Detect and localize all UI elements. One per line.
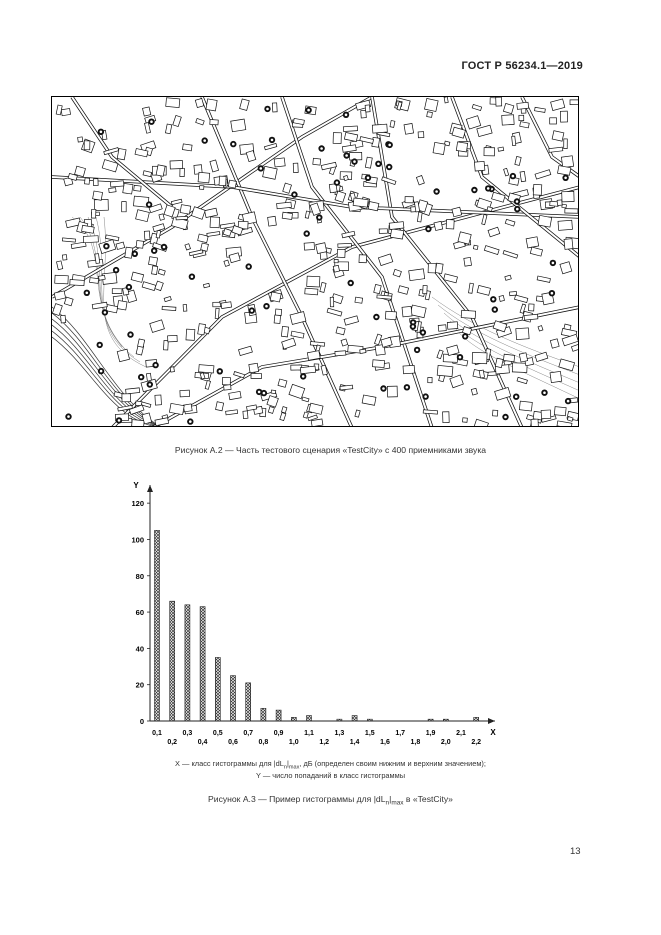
y-tick-label: 120 — [131, 499, 144, 509]
x-tick-label: 0,5 — [212, 730, 223, 737]
y-tick-label: 40 — [135, 644, 144, 654]
histogram-svg — [110, 478, 510, 753]
y-axis-label: Y — [133, 481, 139, 490]
bar-0-4 — [200, 607, 205, 721]
x-tick-label: 2,1 — [456, 730, 466, 737]
bar-1-1 — [307, 716, 312, 721]
x-tick-label: 0,3 — [182, 730, 193, 737]
x-tick-label: 1,4 — [349, 739, 360, 746]
y-tick-label: 100 — [131, 535, 144, 545]
legend-y: Y — число попаданий в класс гистограммы — [255, 771, 406, 780]
x-tick-label: 2,0 — [440, 739, 451, 746]
x-tick-label: 0,6 — [228, 739, 238, 746]
bar-0-2 — [170, 601, 175, 721]
bar-0-6 — [231, 676, 236, 721]
x-tick-label: 1,0 — [288, 739, 299, 746]
bar-2-2 — [474, 717, 479, 721]
figure-a2-caption: Рисунок А.2 — Часть тестового сценария «TestCity» с 400 приемниками звука — [174, 445, 487, 455]
x-tick-label: 1,3 — [334, 730, 345, 737]
bar-0-7 — [246, 683, 251, 721]
y-axis-arrow — [147, 485, 153, 492]
document-code: ГОСТ Р 56234.1—2019 — [461, 60, 583, 72]
bar-2-0 — [443, 719, 448, 721]
x-tick-label: 1,5 — [364, 730, 375, 737]
bar-0-1 — [155, 530, 160, 721]
x-axis-arrow — [488, 718, 495, 724]
x-tick-label: 1,2 — [319, 739, 330, 746]
city-map — [52, 97, 579, 427]
figure-a3-caption: Рисунок А.3 — Пример гистограммы для $|dL_n|_{max}$ в «TestCity» — [208, 794, 453, 807]
x-tick-label: 2,2 — [471, 739, 482, 746]
y-tick-label: 80 — [135, 571, 144, 581]
bar-0-8 — [261, 708, 266, 721]
x-tick-label: 1,7 — [395, 730, 406, 737]
bar-1-4 — [352, 716, 357, 721]
x-tick-label: 0,1 — [152, 730, 162, 737]
histogram-chart — [110, 478, 510, 753]
x-tick-label: 0,2 — [167, 739, 178, 746]
x-axis-label: X — [490, 728, 496, 737]
bar-1-0 — [291, 717, 296, 721]
bar-1-3 — [337, 719, 342, 721]
legend-x: X — класс гистограммы для $|dL_n|_{max}$, дБ (определен своим нижним и верхним значением); — [175, 759, 486, 771]
x-tick-label: 1,6 — [380, 739, 390, 746]
x-tick-label: 1,9 — [425, 730, 436, 737]
bar-0-5 — [215, 657, 220, 721]
x-tick-label: 0,4 — [197, 739, 208, 746]
x-tick-label: 0,7 — [243, 730, 254, 737]
x-tick-label: 0,8 — [258, 739, 269, 746]
page-number: 13 — [570, 846, 581, 857]
x-tick-label: 0,9 — [273, 730, 284, 737]
y-tick-label: 20 — [135, 680, 144, 690]
city-map-figure — [51, 96, 579, 427]
y-tick-label: 0 — [139, 717, 144, 726]
bar-0-3 — [185, 605, 190, 721]
bar-0-9 — [276, 710, 281, 721]
y-tick-label: 60 — [135, 608, 144, 618]
bars — [155, 530, 479, 721]
x-tick-label: 1,8 — [410, 739, 421, 746]
bar-1-9 — [428, 719, 433, 721]
bar-1-5 — [367, 719, 372, 721]
map-roads — [52, 97, 579, 427]
x-tick-label: 1,1 — [304, 730, 314, 737]
